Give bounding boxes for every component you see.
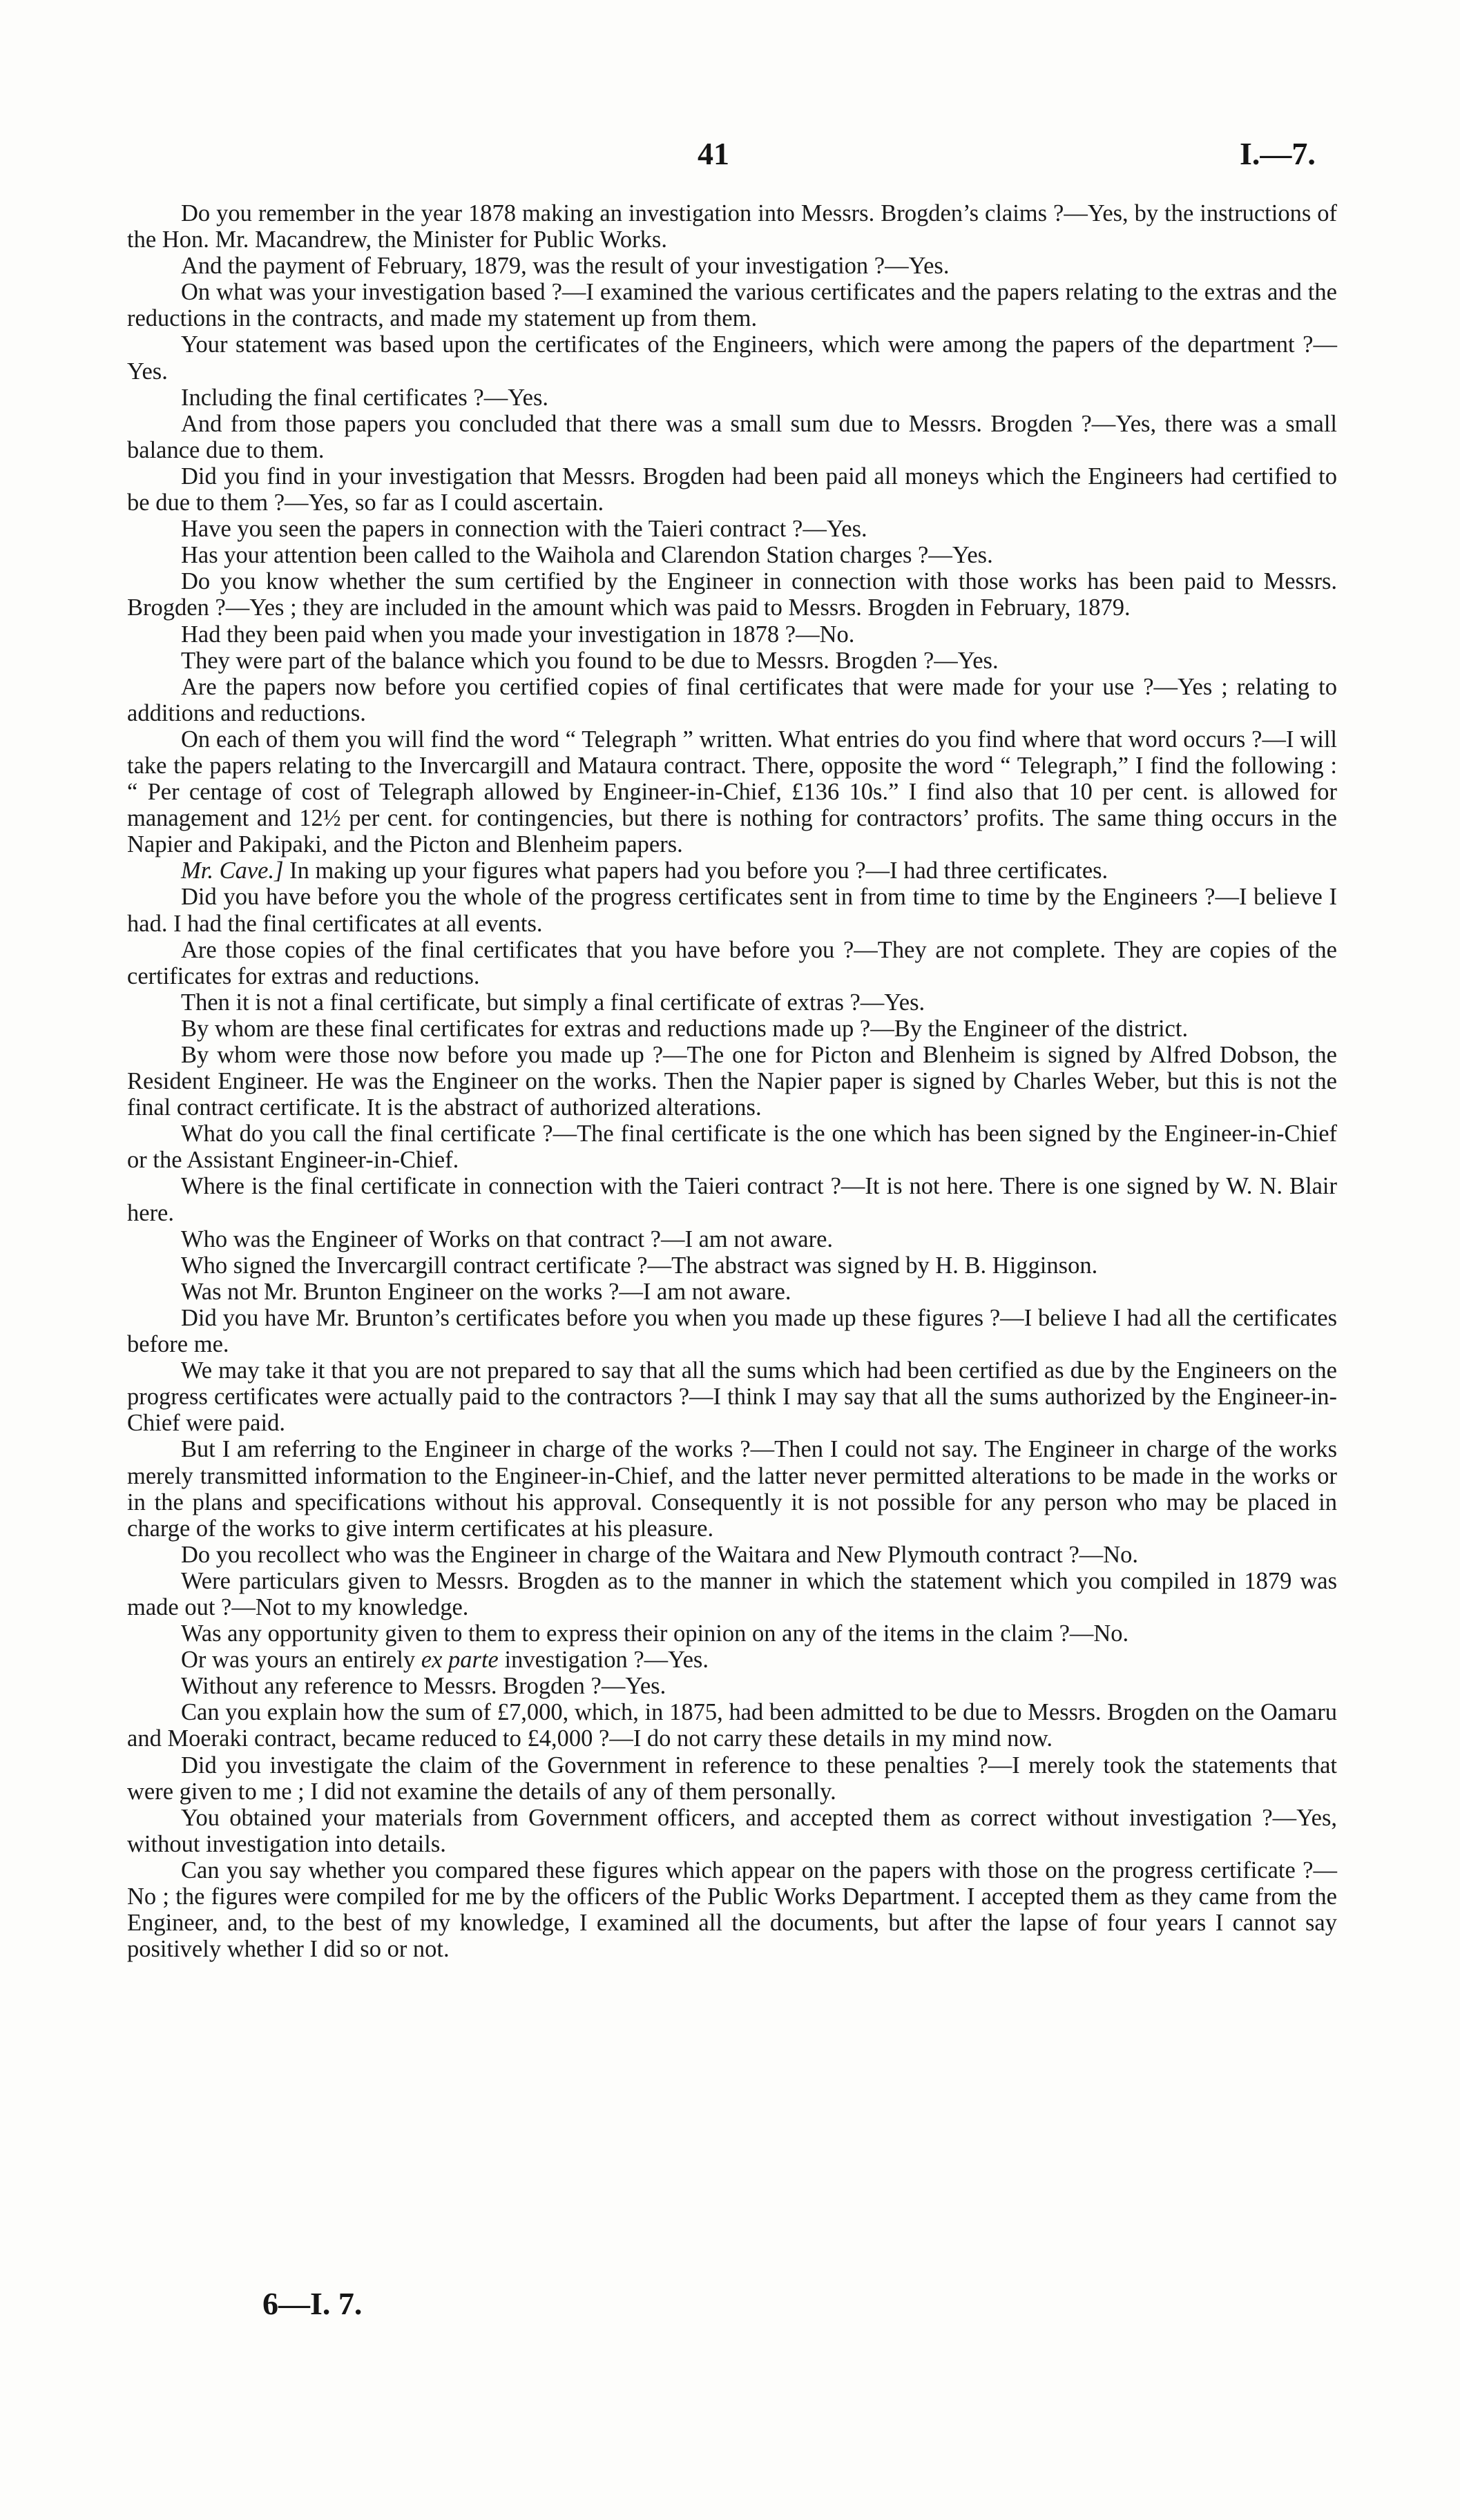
- paragraph: Did you have before you the whole of the progress certificates sent in from time to time by the Engineers ?—I believe I had. I had the final certificates at all events.: [127, 884, 1337, 937]
- paragraph: Then it is not a final certificate, but simply a final certificate of extras ?—Yes.: [181, 989, 925, 1016]
- paragraph: Do you know whether the sum certified by the Engineer in connection with those works has been paid to Messrs. Brogden ?—Yes ; they are included in the amount which was paid to Messrs. Brogden in February, 1879.: [127, 568, 1337, 621]
- paragraph: We may take it that you are not prepared to say that all the sums which had been certified as due by the Engineers on the progress certificates were actually paid to the contractors ?—I think I may say that all the sums authorized by the Engineer-in-Chief were paid.: [127, 1357, 1337, 1437]
- paper-reference: I.—7.: [1240, 136, 1316, 171]
- paragraph: Including the final certificates ?—Yes.: [181, 384, 549, 411]
- paragraph-lead: Or was yours an entirely: [181, 1647, 421, 1674]
- paragraph: Did you investigate the claim of the Government in reference to these penalties ?—I merely took the statements that were given to me ; I did not examine the details of any of them personally.: [127, 1752, 1337, 1805]
- paragraph: Can you say whether you compared these figures which appear on the papers with those on the progress certificate ?—No ; the figures were compiled for me by the officers of the Public Works Department. I accepted them as they came from the Engineer, and, to the best of my knowledge, I examined all the documents, but after the lapse of four years I cannot say positively whether I did so or not.: [127, 1857, 1337, 1963]
- paragraph: On what was your investigation based ?—I examined the various certificates and the papers relating to the extras and the reductions in the contracts, and made my statement up from them.: [127, 279, 1337, 332]
- paragraph: Has your attention been called to the Waihola and Clarendon Station charges ?—Yes.: [181, 542, 993, 569]
- paragraph: Without any reference to Messrs. Brogden ?—Yes.: [181, 1673, 666, 1700]
- page-header: [0, 123, 1460, 178]
- page-number: 41: [698, 136, 729, 171]
- paragraph: Did you have Mr. Brunton’s certificates before you when you made up these figures ?—I believe I had all the certificates before me.: [127, 1304, 1337, 1358]
- paragraph: Are those copies of the final certificates that you have before you ?—They are not complete. They are copies of the certificates for extras and reductions.: [127, 936, 1337, 989]
- paragraph: Who signed the Invercargill contract certificate ?—The abstract was signed by H. B. Higginson.: [181, 1252, 1098, 1279]
- paragraph: They were part of the balance which you found to be due to Messrs. Brogden ?—Yes.: [181, 647, 999, 674]
- paragraph: Can you explain how the sum of £7,000, which, in 1875, had been admitted to be due to Messrs. Brogden on the Oamaru and Moeraki contract, became reduced to £4,000 ?—I do not carry these details in my mind now.: [127, 1699, 1337, 1752]
- paragraph: Did you find in your investigation that Messrs. Brogden had been paid all moneys which the Engineers had certified to be due to them ?—Yes, so far as I could ascertain.: [127, 463, 1337, 516]
- paragraph: And from those papers you concluded that there was a small sum due to Messrs. Brogden ?—Yes, there was a small balance due to them.: [127, 410, 1337, 463]
- paragraph: Were particulars given to Messrs. Brogden as to the manner in which the statement which you compiled in 1879 was made out ?—Not to my knowledge.: [127, 1567, 1337, 1620]
- paragraph: Do you remember in the year 1878 making an investigation into Messrs. Brogden’s claims ?—Yes, by the instructions of the Hon. Mr. Macandrew, the Minister for Public Works.: [127, 200, 1337, 253]
- paragraph: Was not Mr. Brunton Engineer on the works ?—I am not aware.: [181, 1278, 791, 1305]
- paragraph: And the payment of February, 1879, was the result of your investigation ?—Yes.: [181, 253, 950, 280]
- paragraph-text: In making up your figures what papers had you before you ?—I had three certificates.: [289, 857, 1108, 884]
- paragraph-with-speaker: [127, 857, 1337, 884]
- paragraph-ex-parte: [127, 1647, 1337, 1673]
- paragraph: Was any opportunity given to them to express their opinion on any of the items in the claim ?—No.: [181, 1620, 1129, 1647]
- paragraph: Have you seen the papers in connection with the Taieri contract ?—Yes.: [181, 516, 867, 543]
- paragraph: Who was the Engineer of Works on that contract ?—I am not aware.: [181, 1225, 834, 1252]
- paragraph: But I am referring to the Engineer in charge of the works ?—Then I could not say. The Engineer in charge of the works merely transmitted information to the Engineer-in-Chief, and the latter never permitted alterations to be made in the works or in the plans and specifications without his approval. Consequently it is not possible for any person who may be placed in charge of the works to give interm certificates at his pleasure.: [127, 1436, 1337, 1542]
- signature-mark: 6—I. 7.: [262, 2286, 363, 2321]
- paragraph: What do you call the final certificate ?—The final certificate is the one which has been signed by the Engineer-in-Chief or the Assistant Engineer-in-Chief.: [127, 1121, 1337, 1174]
- paragraph: On each of them you will find the word “ Telegraph ” written. What entries do you find where that word occurs ?—I will take the papers relating to the Invercargill and Mataura contract. There, opposite the word “ Telegraph,” I find the following : “ Per centage of cost of Telegraph allowed by Engineer-in-Chief, £136 10s.” I find also that 10 per cent. is allowed for management and 12½ per cent. for contingencies, but there is nothing for contractors’ profits. The same thing occurs in the Napier and Pakipaki, and the Picton and Blenheim papers.: [127, 726, 1337, 858]
- paragraph: Had they been paid when you made your investigation in 1878 ?—No.: [181, 621, 855, 648]
- ex-parte-italic: ex parte: [421, 1647, 499, 1674]
- paragraph: By whom were those now before you made up ?—The one for Picton and Blenheim is signed by Alfred Dobson, the Resident Engineer. He was the Engineer on the works. Then the Napier paper is signed by Charles Weber, but this is not the final contract certificate. It is the abstract of authorized alterations.: [127, 1042, 1337, 1121]
- paragraph: Do you recollect who was the Engineer in charge of the Waitara and New Plymouth contract ?—No.: [181, 1541, 1139, 1568]
- paragraph: You obtained your materials from Government officers, and accepted them as correct without investigation ?—Yes, without investigation into details.: [127, 1804, 1337, 1857]
- body-text: [127, 200, 1337, 1962]
- paragraph: By whom are these final certificates for extras and reductions made up ?—By the Engineer of the district.: [181, 1015, 1189, 1042]
- paragraph: Where is the final certificate in connection with the Taieri contract ?—It is not here. There is one signed by W. N. Blair here.: [127, 1173, 1337, 1226]
- speaker-label: Mr. Cave.]: [181, 857, 284, 884]
- paragraph-text: investigation ?—Yes.: [504, 1647, 709, 1674]
- paragraph: Your statement was based upon the certificates of the Engineers, which were among the papers of the department ?—Yes.: [127, 331, 1337, 385]
- paragraph: Are the papers now before you certified copies of final certificates that were made for your use ?—Yes ; relating to additions and reductions.: [127, 673, 1337, 726]
